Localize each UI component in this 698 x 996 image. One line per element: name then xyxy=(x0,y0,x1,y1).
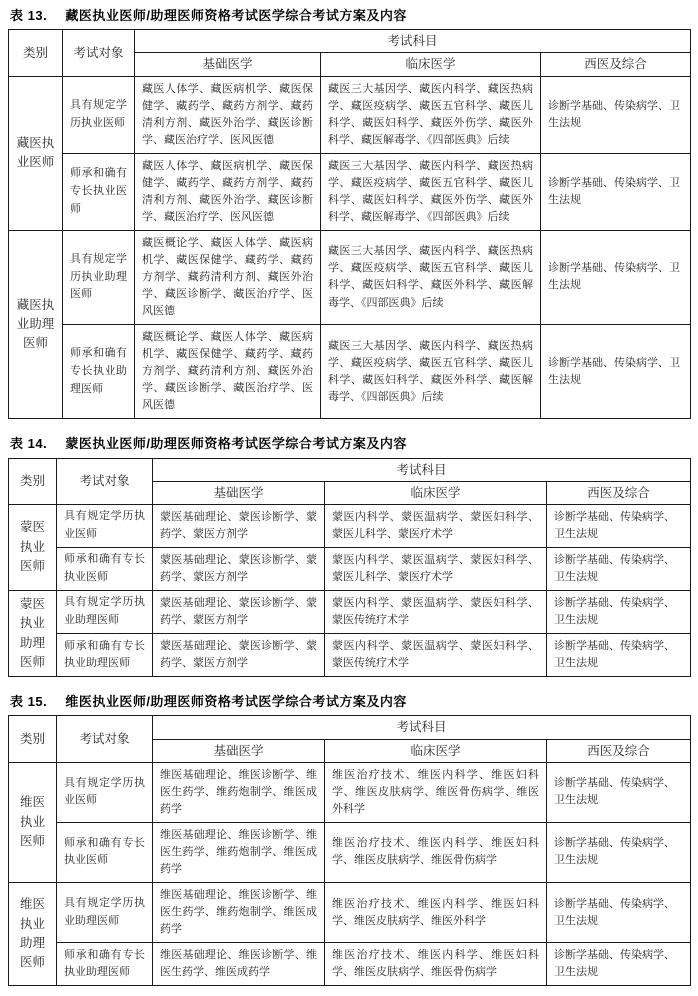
western-subjects-cell: 诊断学基础、传染病学、卫生法规 xyxy=(541,230,691,324)
table-14-title-number: 表 14. xyxy=(10,436,48,452)
examinee-cell: 具有规定学历执业助理医师 xyxy=(57,591,153,634)
table-14-header-row-1 xyxy=(9,458,691,481)
examinee-cell: 具有规定学历执业助理医师 xyxy=(63,230,135,324)
table-row xyxy=(9,230,691,324)
clinical-subjects-cell: 维医治疗技术、维医内科学、维医妇科学、维医皮肤病学、维医骨伤病学、维医外科学 xyxy=(325,762,547,822)
category-cell: 维医执业医师 xyxy=(9,762,57,882)
western-subjects-cell: 诊断学基础、传染病学、卫生法规 xyxy=(541,325,691,419)
basic-subjects-cell: 维医基础理论、维医诊断学、维医生药学、维药炮制学、维医成药学 xyxy=(153,883,325,943)
examinee-cell: 师承和确有专长执业医师 xyxy=(57,822,153,882)
basic-subjects-cell: 藏医人体学、藏医病机学、藏医保健学、藏药学、藏药方剂学、藏药清利方剂、藏医外治学、藏医诊断学、藏医治疗学、医风医德 xyxy=(135,76,321,153)
table-15 xyxy=(8,715,691,986)
header-clinical-medicine: 临床医学 xyxy=(325,739,547,762)
clinical-subjects-cell: 维医治疗技术、维医内科学、维医妇科学、维医皮肤病学、维医外科学 xyxy=(325,883,547,943)
header-category: 类别 xyxy=(9,30,63,76)
examinee-cell: 具有规定学历执业助理医师 xyxy=(57,883,153,943)
table-15-title-text: 维医执业医师/助理医师资格考试医学综合考试方案及内容 xyxy=(65,694,407,710)
clinical-subjects-cell: 藏医三大基因学、藏医内科学、藏医热病学、藏医疫病学、藏医五官科学、藏医儿科学、藏医妇科学、藏医外伤学、藏医外科学、藏医解毒学、《四部医典》后续 xyxy=(321,76,541,153)
header-basic-medicine: 基础医学 xyxy=(135,53,321,76)
western-subjects-cell: 诊断学基础、传染病学、卫生法规 xyxy=(547,883,691,943)
western-subjects-cell: 诊断学基础、传染病学、卫生法规 xyxy=(547,504,691,547)
header-subjects: 考试科目 xyxy=(153,458,691,481)
table-13-section xyxy=(8,8,690,419)
header-basic-medicine: 基础医学 xyxy=(153,481,325,504)
table-row xyxy=(9,822,691,882)
table-row xyxy=(9,504,691,547)
table-14-section xyxy=(8,436,690,677)
clinical-subjects-cell: 维医治疗技术、维医内科学、维医妇科学、维医皮肤病学、维医骨伤病学 xyxy=(325,822,547,882)
basic-subjects-cell: 藏医概论学、藏医人体学、藏医病机学、藏医保健学、藏药学、藏药方剂学、藏药清利方剂、藏医外治学、藏医诊断学、藏医治疗学、医风医德 xyxy=(135,230,321,324)
examinee-cell: 师承和确有专长执业助理医师 xyxy=(63,325,135,419)
header-clinical-medicine: 临床医学 xyxy=(321,53,541,76)
table-14 xyxy=(8,458,691,678)
table-row xyxy=(9,76,691,153)
basic-subjects-cell: 维医基础理论、维医诊断学、维医生药学、维药炮制学、维医成药学 xyxy=(153,822,325,882)
table-row xyxy=(9,325,691,419)
table-13 xyxy=(8,29,691,419)
clinical-subjects-cell: 蒙医内科学、蒙医温病学、蒙医妇科学、蒙医儿科学、蒙医疗术学 xyxy=(325,547,547,590)
examinee-cell: 师承和确有专长执业助理医师 xyxy=(57,943,153,986)
western-subjects-cell: 诊断学基础、传染病学、卫生法规 xyxy=(541,153,691,230)
basic-subjects-cell: 藏医概论学、藏医人体学、藏医病机学、藏医保健学、藏药学、藏药方剂学、藏药清利方剂、藏医外治学、藏医诊断学、藏医治疗学、医风医德 xyxy=(135,325,321,419)
western-subjects-cell: 诊断学基础、传染病学、卫生法规 xyxy=(547,762,691,822)
western-subjects-cell: 诊断学基础、传染病学、卫生法规 xyxy=(547,943,691,986)
western-subjects-cell: 诊断学基础、传染病学、卫生法规 xyxy=(547,634,691,677)
category-cell: 蒙医执业医师 xyxy=(9,504,57,590)
category-cell: 藏医执业医师 xyxy=(9,76,63,230)
header-examinee: 考试对象 xyxy=(57,716,153,762)
table-row xyxy=(9,762,691,822)
table-14-title xyxy=(10,436,690,452)
table-15-title-number: 表 15. xyxy=(10,694,48,710)
basic-subjects-cell: 维医基础理论、维医诊断学、维医生药学、维药炮制学、维医成药学 xyxy=(153,762,325,822)
table-row xyxy=(9,547,691,590)
header-western-comprehensive: 西医及综合 xyxy=(541,53,691,76)
header-subjects: 考试科目 xyxy=(153,716,691,739)
basic-subjects-cell: 蒙医基础理论、蒙医诊断学、蒙药学、蒙医方剂学 xyxy=(153,547,325,590)
table-row xyxy=(9,591,691,634)
western-subjects-cell: 诊断学基础、传染病学、卫生法规 xyxy=(547,822,691,882)
clinical-subjects-cell: 蒙医内科学、蒙医温病学、蒙医妇科学、蒙医传统疗术学 xyxy=(325,634,547,677)
header-subjects: 考试科目 xyxy=(135,30,691,53)
table-13-title-number: 表 13. xyxy=(10,8,48,23)
table-row xyxy=(9,883,691,943)
basic-subjects-cell: 维医基础理论、维医诊断学、维医生药学、维医成药学 xyxy=(153,943,325,986)
category-cell: 维医执业助理医师 xyxy=(9,883,57,986)
basic-subjects-cell: 蒙医基础理论、蒙医诊断学、蒙药学、蒙医方剂学 xyxy=(153,504,325,547)
category-cell: 蒙医执业助理医师 xyxy=(9,591,57,677)
western-subjects-cell: 诊断学基础、传染病学、卫生法规 xyxy=(541,76,691,153)
header-western-comprehensive: 西医及综合 xyxy=(547,481,691,504)
header-western-comprehensive: 西医及综合 xyxy=(547,739,691,762)
table-13-header-row-1 xyxy=(9,30,691,53)
table-14-title-text: 蒙医执业医师/助理医师资格考试医学综合考试方案及内容 xyxy=(65,436,407,452)
table-row xyxy=(9,634,691,677)
header-category: 类别 xyxy=(9,716,57,762)
header-clinical-medicine: 临床医学 xyxy=(325,481,547,504)
clinical-subjects-cell: 藏医三大基因学、藏医内科学、藏医热病学、藏医疫病学、藏医五官科学、藏医儿科学、藏医妇科学、藏医外科学、藏医解毒学、《四部医典》后续 xyxy=(321,325,541,419)
examinee-cell: 具有规定学历执业医师 xyxy=(57,762,153,822)
table-15-header-row-1 xyxy=(9,716,691,739)
header-basic-medicine: 基础医学 xyxy=(153,739,325,762)
examinee-cell: 师承和确有专长执业助理医师 xyxy=(57,634,153,677)
examinee-cell: 师承和确有专长执业医师 xyxy=(57,547,153,590)
clinical-subjects-cell: 蒙医内科学、蒙医温病学、蒙医妇科学、蒙医儿科学、蒙医疗术学 xyxy=(325,504,547,547)
table-13-title xyxy=(10,8,690,24)
table-15-title xyxy=(10,694,690,710)
basic-subjects-cell: 藏医人体学、藏医病机学、藏医保健学、藏药学、藏药方剂学、藏药清利方剂、藏医外治学、藏医诊断学、藏医治疗学、医风医德 xyxy=(135,153,321,230)
basic-subjects-cell: 蒙医基础理论、蒙医诊断学、蒙药学、蒙医方剂学 xyxy=(153,634,325,677)
table-row xyxy=(9,153,691,230)
table-15-section xyxy=(8,694,690,986)
western-subjects-cell: 诊断学基础、传染病学、卫生法规 xyxy=(547,547,691,590)
table-row xyxy=(9,943,691,986)
examinee-cell: 具有规定学历执业医师 xyxy=(57,504,153,547)
header-category: 类别 xyxy=(9,458,57,504)
examinee-cell: 师承和确有专长执业医师 xyxy=(63,153,135,230)
examinee-cell: 具有规定学历执业医师 xyxy=(63,76,135,153)
category-cell: 藏医执业助理医师 xyxy=(9,230,63,418)
clinical-subjects-cell: 藏医三大基因学、藏医内科学、藏医热病学、藏医疫病学、藏医五官科学、藏医儿科学、藏医妇科学、藏医外科学、藏医解毒学、《四部医典》后续 xyxy=(321,230,541,324)
header-examinee: 考试对象 xyxy=(63,30,135,76)
clinical-subjects-cell: 蒙医内科学、蒙医温病学、蒙医妇科学、蒙医传统疗术学 xyxy=(325,591,547,634)
table-13-title-text: 藏医执业医师/助理医师资格考试医学综合考试方案及内容 xyxy=(65,8,407,23)
clinical-subjects-cell: 藏医三大基因学、藏医内科学、藏医热病学、藏医疫病学、藏医五官科学、藏医儿科学、藏医妇科学、藏医外伤学、藏医外科学、藏医解毒学、《四部医典》后续 xyxy=(321,153,541,230)
basic-subjects-cell: 蒙医基础理论、蒙医诊断学、蒙药学、蒙医方剂学 xyxy=(153,591,325,634)
western-subjects-cell: 诊断学基础、传染病学、卫生法规 xyxy=(547,591,691,634)
header-examinee: 考试对象 xyxy=(57,458,153,504)
clinical-subjects-cell: 维医治疗技术、维医内科学、维医妇科学、维医皮肤病学、维医骨伤病学 xyxy=(325,943,547,986)
